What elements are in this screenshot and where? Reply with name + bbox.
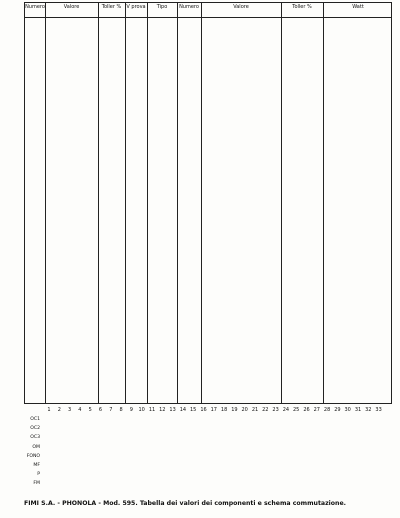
matrix-column-number: 3 — [68, 407, 72, 413]
header-rating: Watt — [352, 4, 364, 10]
column-rule — [177, 3, 178, 403]
matrix-column-number: 15 — [190, 407, 197, 413]
column-rule — [281, 3, 282, 403]
matrix-row-label: MF — [33, 463, 40, 468]
matrix-column-number: 8 — [119, 407, 123, 413]
matrix-column-number: 19 — [231, 407, 238, 413]
matrix-column-numbers — [44, 406, 384, 414]
matrix-column-number: 16 — [200, 407, 207, 413]
column-rule — [147, 3, 148, 403]
matrix-column-number: 29 — [334, 407, 341, 413]
matrix-column-number: 25 — [293, 407, 300, 413]
header-value-right: Valore — [233, 4, 249, 10]
header-value: Valore — [63, 4, 80, 10]
column-rule — [98, 3, 99, 403]
matrix-column-number: 26 — [303, 407, 310, 413]
matrix-column-number: 9 — [129, 407, 133, 413]
column-rule — [201, 3, 202, 403]
matrix-row-label: OC3 — [30, 435, 40, 441]
matrix-column-number: 30 — [344, 407, 351, 413]
column-rule — [125, 3, 126, 403]
header-part-number: Numero — [25, 4, 45, 10]
matrix-row-label: FM — [33, 481, 40, 487]
matrix-column-number: 32 — [365, 407, 372, 413]
matrix-column-number: 14 — [179, 407, 187, 413]
matrix-column-number: 31 — [354, 407, 362, 413]
matrix-column-number: 2 — [57, 407, 61, 413]
matrix-column-number: 7 — [109, 407, 113, 413]
matrix-column-number: 12 — [159, 407, 166, 413]
matrix-column-number: 6 — [98, 407, 103, 413]
matrix-column-number: 20 — [241, 407, 248, 413]
matrix-column-number: 27 — [313, 407, 320, 413]
matrix-column-number: 4 — [78, 407, 82, 413]
matrix-column-number: 22 — [262, 407, 269, 413]
header-rule — [25, 17, 391, 18]
header-tolerance: Toller % — [101, 4, 122, 10]
column-rule — [323, 3, 324, 403]
component-table — [24, 2, 392, 404]
matrix-row-label: OC2 — [30, 426, 40, 432]
matrix-row-label: OC1 — [30, 417, 40, 422]
page-caption: FIMI S.A. - PHONOLA - Mod. 595. Tabella dei valori dei componenti e schema commutazione. — [24, 500, 347, 507]
matrix-column-number: 23 — [272, 407, 279, 413]
matrix-column-number: 5 — [88, 407, 92, 413]
header-part-number-right: Numero — [179, 4, 199, 10]
matrix-column-number: 18 — [220, 407, 228, 413]
header-test-voltage: V prova — [126, 4, 146, 10]
matrix-column-number: 1 — [47, 407, 51, 413]
matrix-row-label: P — [37, 472, 40, 478]
matrix-column-number: 28 — [323, 407, 331, 413]
matrix-row-label: OM — [32, 444, 40, 450]
matrix-column-number: 10 — [138, 407, 145, 413]
header-tolerance-right: Toller % — [292, 4, 312, 10]
matrix-column-number: 24 — [282, 407, 290, 413]
matrix-row-label: FONO — [26, 453, 40, 459]
matrix-column-number: 13 — [169, 407, 176, 413]
matrix-column-number: 21 — [251, 407, 259, 413]
matrix-column-number: 11 — [148, 407, 156, 413]
matrix-column-number: 33 — [375, 407, 382, 413]
switching-matrix — [20, 406, 392, 492]
matrix-column-number: 17 — [210, 407, 217, 413]
column-rule — [45, 3, 46, 403]
header-type: Tipo — [156, 4, 168, 10]
